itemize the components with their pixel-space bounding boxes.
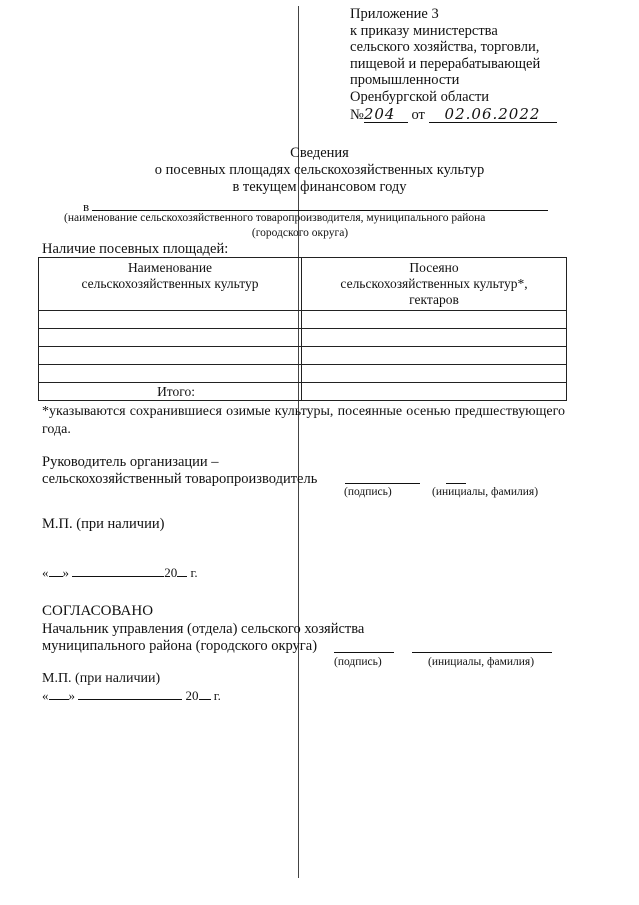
- column-header-crops: Наименование сельскохозяйственных культур: [39, 258, 302, 311]
- producer-name-blank: [92, 198, 548, 211]
- table-cell: [39, 329, 302, 347]
- date-line: « » 20 г.: [42, 565, 198, 580]
- approval-signature-blank: [334, 640, 394, 653]
- approval-month-blank: [78, 688, 182, 700]
- table-cell: [302, 365, 567, 383]
- document-subtitle: в текущем финансовом году: [232, 179, 407, 195]
- approval-stamp-label: М.П. (при наличии): [42, 671, 161, 686]
- document-title: Сведения: [290, 145, 349, 161]
- approval-name-caption: (инициалы, фамилия): [428, 656, 535, 668]
- signature-title: Руководитель организации –: [42, 454, 219, 470]
- appendix-line: Оренбургской области: [350, 88, 490, 105]
- producer-caption: (наименование сельскохозяйственного товаропроизводителя, муниципального района: [64, 212, 486, 224]
- approval-title: Начальник управления (отдела) сельского хозяйства: [42, 621, 365, 637]
- table-cell: [39, 347, 302, 365]
- producer-name-line: в: [83, 198, 548, 215]
- table-cell: [39, 311, 302, 329]
- table-cell: [302, 347, 567, 365]
- appendix-block: [350, 6, 557, 123]
- appendix-title: Приложение 3: [350, 6, 439, 22]
- year-blank: [177, 565, 187, 577]
- name-caption: (инициалы, фамилия): [432, 486, 539, 498]
- table-cell: [302, 329, 567, 347]
- producer-caption: (городского округа): [251, 227, 349, 239]
- footnote: *указываются сохранившиеся озимые культуры, посеянные осенью предшествующего года.: [42, 404, 565, 437]
- table-row: [39, 365, 567, 383]
- document-subtitle: о посевных площадях сельскохозяйственных культур: [154, 162, 485, 178]
- approval-name-blank: [412, 640, 552, 653]
- table-row: [39, 311, 567, 329]
- page-fold-line: [298, 6, 299, 878]
- signature-caption: (подпись): [344, 486, 392, 498]
- approval-date-line: « » 20 г.: [42, 688, 221, 703]
- appendix-line: сельского хозяйства, торговли,: [350, 39, 540, 56]
- month-blank: [72, 565, 164, 577]
- stamp-label: М.П. (при наличии): [42, 516, 165, 532]
- table-total-row: [39, 383, 567, 401]
- approval-year-blank: [199, 688, 211, 700]
- approval-signature-caption: (подпись): [334, 656, 382, 668]
- appendix-line: промышленности: [350, 72, 460, 89]
- table-header-row: [39, 258, 567, 311]
- approval-header: СОГЛАСОВАНО: [42, 603, 154, 619]
- appendix-line: к приказу министерства: [350, 22, 498, 39]
- approval-title: муниципального района (городского округа): [42, 638, 318, 654]
- order-number-line: №204 от 02.06.2022: [350, 106, 557, 124]
- total-label: Итого:: [39, 383, 302, 401]
- approval-day-blank: [49, 688, 69, 700]
- column-header-sown: Посеяно сельскохозяйственных культур*, гектаров: [302, 258, 567, 311]
- crops-table: [38, 257, 567, 401]
- order-date-handwritten: 02.06.2022: [429, 106, 557, 124]
- signature-blank: [345, 470, 420, 484]
- table-row: [39, 329, 567, 347]
- table-row: [39, 347, 567, 365]
- signature-title: сельскохозяйственный товаропроизводитель: [42, 471, 318, 487]
- table-cell: [39, 365, 302, 383]
- table-heading: Наличие посевных площадей:: [42, 241, 229, 257]
- order-number-handwritten: 204: [364, 106, 408, 124]
- name-blank: [446, 470, 466, 484]
- table-cell: [302, 311, 567, 329]
- appendix-line: пищевой и перерабатывающей: [350, 55, 541, 72]
- day-blank: [49, 565, 63, 577]
- total-value-cell: [302, 383, 567, 401]
